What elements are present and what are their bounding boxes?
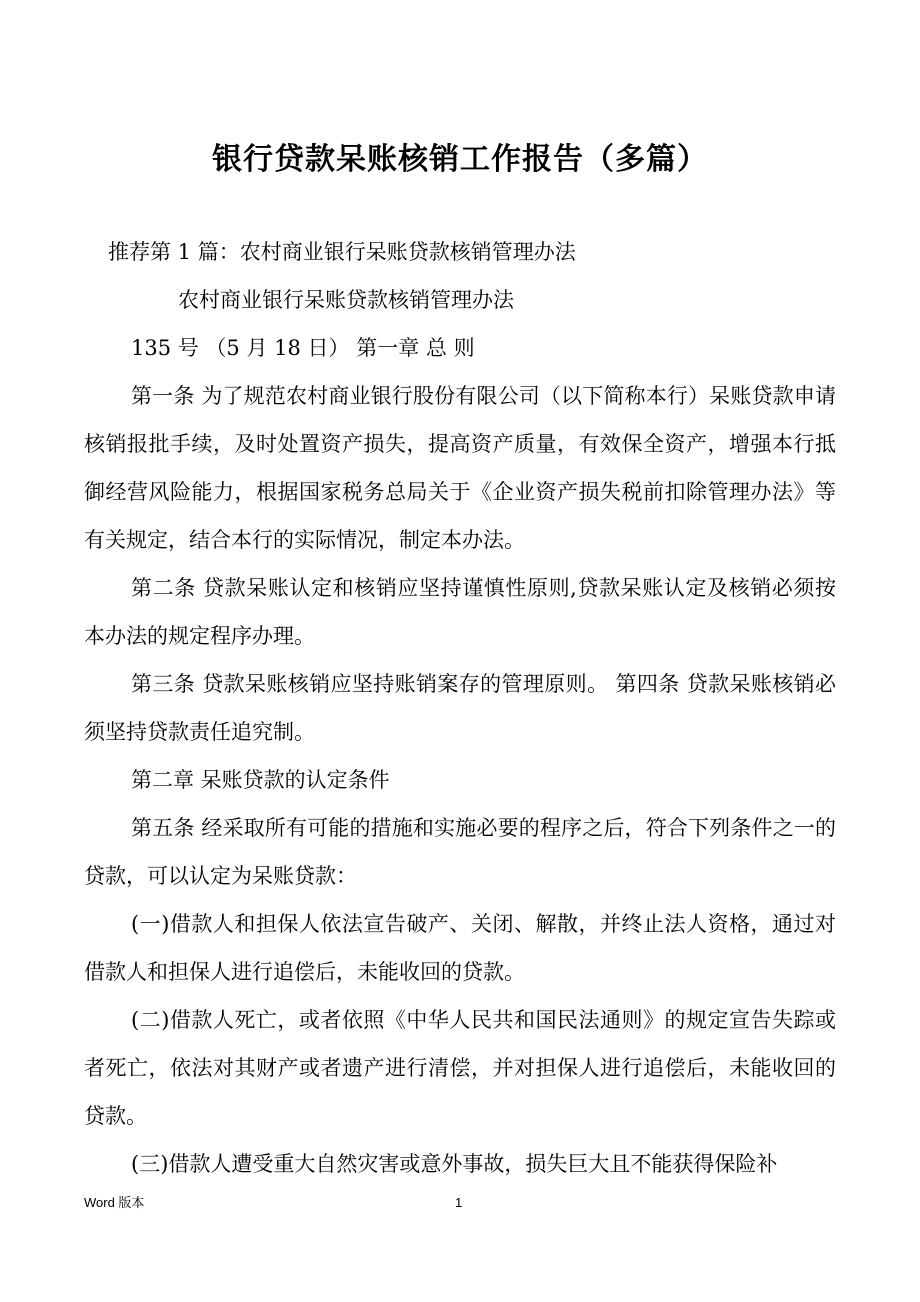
article-2: 第二条 贷款呆账认定和核销应坚持谨慎性原则,贷款呆账认定及核销必须按本办法的规定程序办理。 <box>84 576 836 648</box>
document-title: 银行贷款呆账核销工作报告（多篇） <box>212 142 708 177</box>
article-5: 第五条 经采取所有可能的措施和实施必要的程序之后，符合下列条件之一的贷款，可以认定为呆账贷款： <box>84 816 836 888</box>
recommendation-heading: 推荐第 1 篇：农村商业银行呆账贷款核销管理办法 <box>108 240 576 264</box>
subtitle: 农村商业银行呆账贷款核销管理办法 <box>178 288 514 312</box>
article-3-4: 第三条 贷款呆账核销应坚持账销案存的管理原则。 第四条 贷款呆账核销必须坚持贷款责任追究制。 <box>84 672 836 744</box>
clause-1: (一)借款人和担保人依法宣告破产、关闭、解散，并终止法人资格，通过对借款人和担保人进行追偿后，未能收回的贷款。 <box>84 912 836 984</box>
article-1: 第一条 为了规范农村商业银行股份有限公司（以下简称本行）呆账贷款申请核销报批手续，及时处置资产损失，提高资产质量，有效保全资产，增强本行抵御经营风险能力，根据国家税务总局关于《企业资产损失税前扣除管理办法》等有关规定，结合本行的实际情况，制定本办法。 <box>84 384 836 552</box>
footer-label: Word 版本 <box>84 1195 145 1210</box>
document-number-line: 135 号 （5 月 18 日） 第一章 总 则 <box>131 336 475 360</box>
page-number: 1 <box>455 1195 463 1210</box>
document-body <box>84 228 836 1188</box>
chapter-2-heading: 第二章 呆账贷款的认定条件 <box>131 768 390 792</box>
clause-3: (三)借款人遭受重大自然灾害或意外事故，损失巨大且不能获得保险补 <box>131 1152 778 1176</box>
clause-2: (二)借款人死亡，或者依照《中华人民共和国民法通则》的规定宣告失踪或者死亡，依法对其财产或者遗产进行清偿，并对担保人进行追偿后，未能收回的贷款。 <box>84 1008 836 1128</box>
